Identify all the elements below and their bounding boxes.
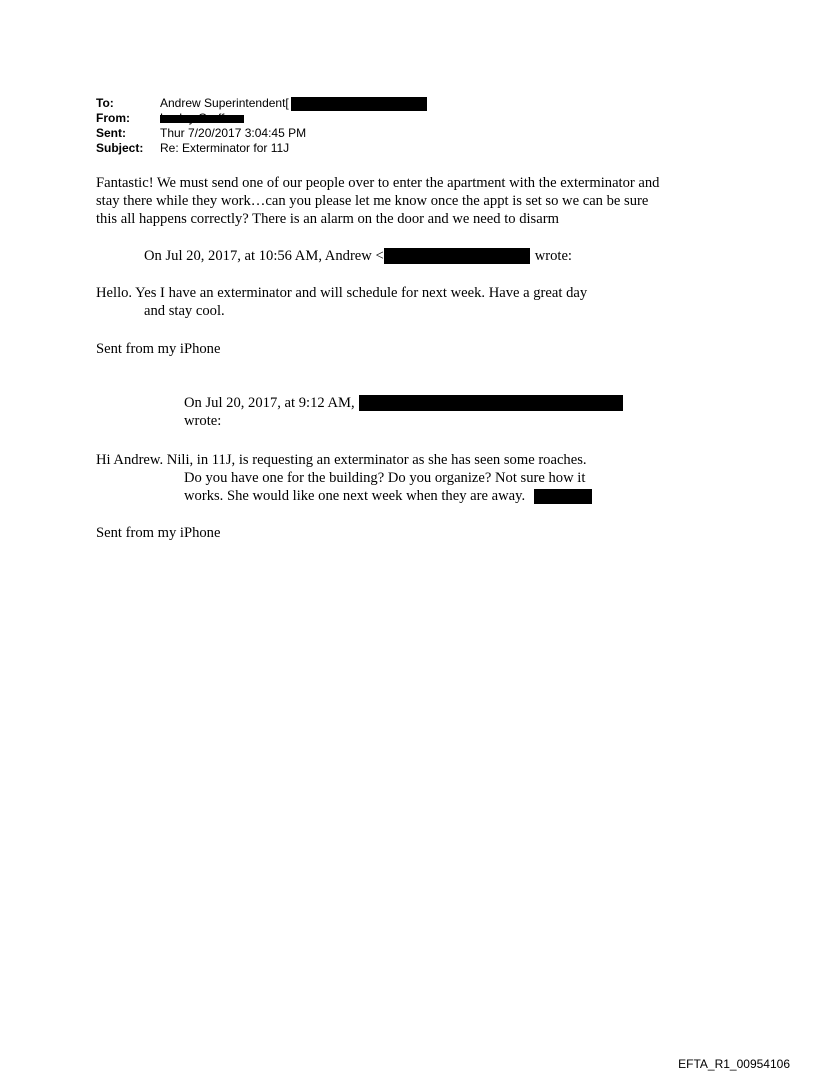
redaction-box: [534, 489, 592, 504]
to-label: To:: [96, 96, 114, 110]
quote-header-wrote: wrote:: [534, 248, 572, 264]
from-row: [96, 111, 427, 126]
subject-label: Subject:: [96, 141, 144, 155]
from-label: From:: [96, 111, 130, 125]
quote-header-text: On Jul 20, 2017, at 9:12 AM,: [184, 395, 355, 411]
to-value: Andrew Superintendent[: [160, 96, 289, 110]
redaction-box: [359, 395, 623, 411]
quote-header-text: On Jul 20, 2017, at 10:56 AM, Andrew <: [144, 248, 384, 264]
message-line: works. She would like one next week when they are away.: [184, 488, 526, 504]
reply-line: this all happens correctly? There is an alarm on the door and we need to disarm: [96, 211, 559, 227]
signature: Sent from my iPhone: [96, 341, 221, 357]
sent-value: Thur 7/20/2017 3:04:45 PM: [160, 126, 307, 140]
subject-row: [96, 141, 427, 156]
sent-label: Sent:: [96, 126, 126, 140]
signature: Sent from my iPhone: [96, 525, 221, 541]
andrew-message: [96, 284, 587, 320]
subject-value: Re: Exterminator for 11J: [160, 141, 290, 155]
reply-line: stay there while they work…can you please let me know once the appt is set so we can be sure: [96, 193, 649, 209]
message-line: Hi Andrew. Nili, in 11J, is requesting an exterminator as she has seen some roaches.: [96, 452, 587, 468]
quote-header-lesley: [184, 394, 623, 430]
email-header: [96, 96, 427, 156]
message-line: Hello. Yes I have an exterminator and will schedule for next week. Have a great day: [96, 285, 588, 301]
to-row: [96, 96, 427, 111]
quote-header-andrew: [144, 247, 572, 265]
message-line: and stay cool.: [144, 303, 225, 319]
reply-paragraph: [96, 174, 659, 228]
message-line: Do you have one for the building? Do you organize? Not sure how it: [184, 470, 586, 486]
redaction-box: [160, 115, 244, 123]
quote-header-wrote: wrote:: [184, 413, 222, 429]
lesley-message: [96, 451, 592, 505]
redaction-box: [291, 97, 427, 111]
reply-line: Fantastic! We must send one of our people over to enter the apartment with the exterminator and: [96, 175, 660, 191]
redaction-box: [384, 248, 530, 264]
document-id: EFTA_R1_00954106: [678, 1057, 790, 1071]
sent-row: [96, 126, 427, 141]
